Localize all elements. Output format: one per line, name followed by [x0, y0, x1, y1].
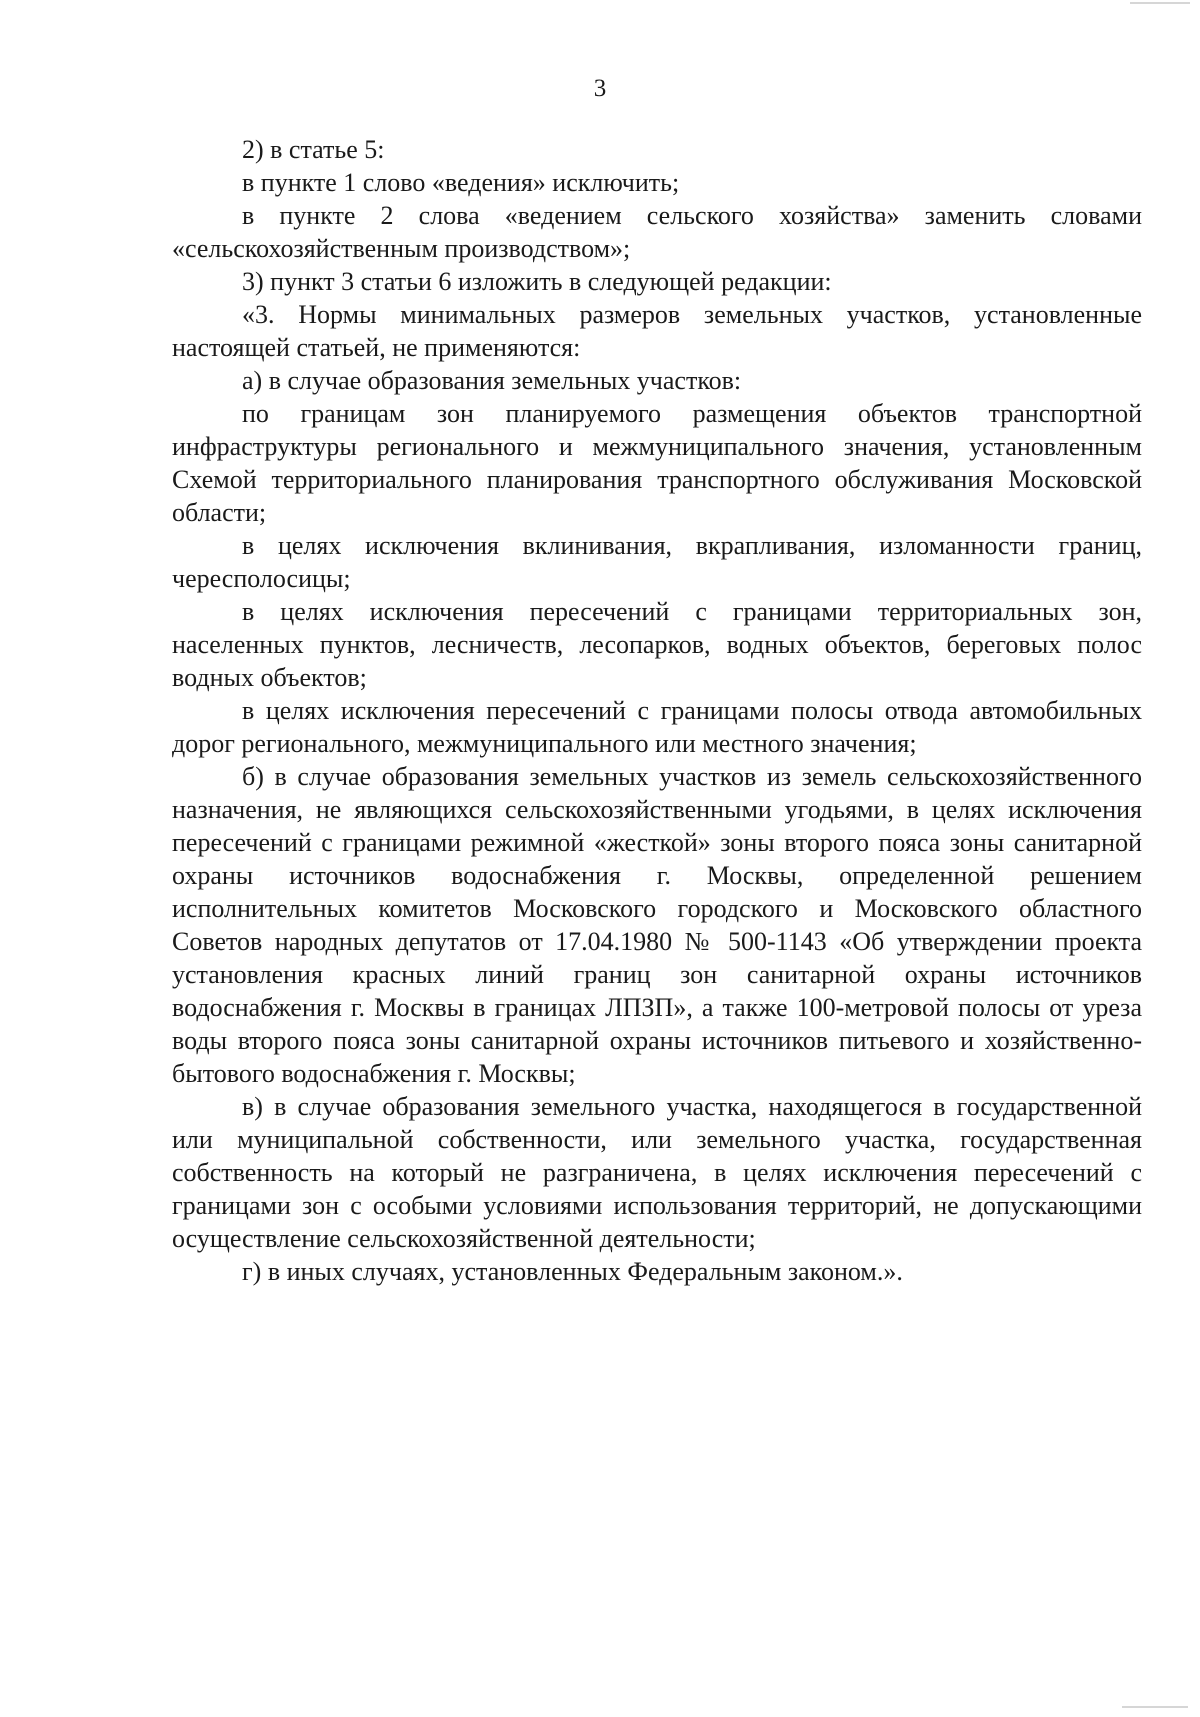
paragraph-article-5-heading: 2) в статье 5: — [242, 135, 385, 164]
paragraph-case-b: б) в случае образования земельных участков из земель сельскохозяйственного назначения, не являющихся сельскохозяйственными угодьями, в целях исключения пересечений с границами режимной «жесткой» зоны второго пояса зоны санитарной охраны источников водоснабжения г. Москвы, определенной решением исполнительных комитетов Московского городского и Московского областного Советов народных депутатов от 17.04.1980 № 500-1143 «Об утверждении проекта установления красных линий границ зон санитарной охраны источников водоснабжения г. Москвы в границах ЛПЗП», а также 100-метровой полосы от уреза воды второго пояса зоны санитарной охраны источников питьевого и хозяйственно-бытового водоснабжения г. Москвы; — [172, 762, 1142, 1088]
paragraph-norms-intro: «3. Нормы минимальных размеров земельных участков, установленные настоящей статьей, не применяются: — [172, 300, 1142, 362]
paragraph-article-6-heading: 3) пункт 3 статьи 6 изложить в следующей редакции: — [242, 267, 832, 296]
paragraph-case-a-roads: в целях исключения пересечений с границами полосы отвода автомобильных дорог регионального, межмуниципального или местного значения; — [172, 696, 1142, 758]
document-body — [172, 133, 1142, 1288]
paragraph-case-a: а) в случае образования земельных участков: — [242, 366, 742, 395]
paragraph-case-a-zones: в целях исключения пересечений с границами территориальных зон, населенных пунктов, лесничеств, лесопарков, водных объектов, береговых полос водных объектов; — [172, 597, 1142, 692]
paragraph-point-1: в пункте 1 слово «ведения» исключить; — [242, 168, 680, 197]
paragraph-case-g: г) в иных случаях, установленных Федеральным законом.». — [242, 1257, 903, 1286]
paragraph-case-v: в) в случае образования земельного участка, находящегося в государственной или муниципальной собственности, или земельного участка, государственная собственность на который не разграничена, в целях исключения пересечений с границами зон с особыми условиями использования территорий, не допускающими осуществление сельскохозяйственной деятельности; — [172, 1092, 1142, 1253]
paragraph-case-a-wedging: в целях исключения вклинивания, вкрапливания, изломанности границ, чересполосицы; — [172, 531, 1142, 593]
page-number: 3 — [593, 75, 607, 102]
scan-artifact-top-right — [1130, 2, 1190, 4]
scan-artifact-bottom-right — [1122, 1706, 1188, 1708]
paragraph-point-2: в пункте 2 слова «ведением сельского хозяйства» заменить словами «сельскохозяйственным производством»; — [172, 201, 1142, 263]
paragraph-case-a-transport: по границам зон планируемого размещения объектов транспортной инфраструктуры регионального и межмуниципального значения, установленным Схемой территориального планирования транспортного обслуживания Московской области; — [172, 399, 1142, 527]
